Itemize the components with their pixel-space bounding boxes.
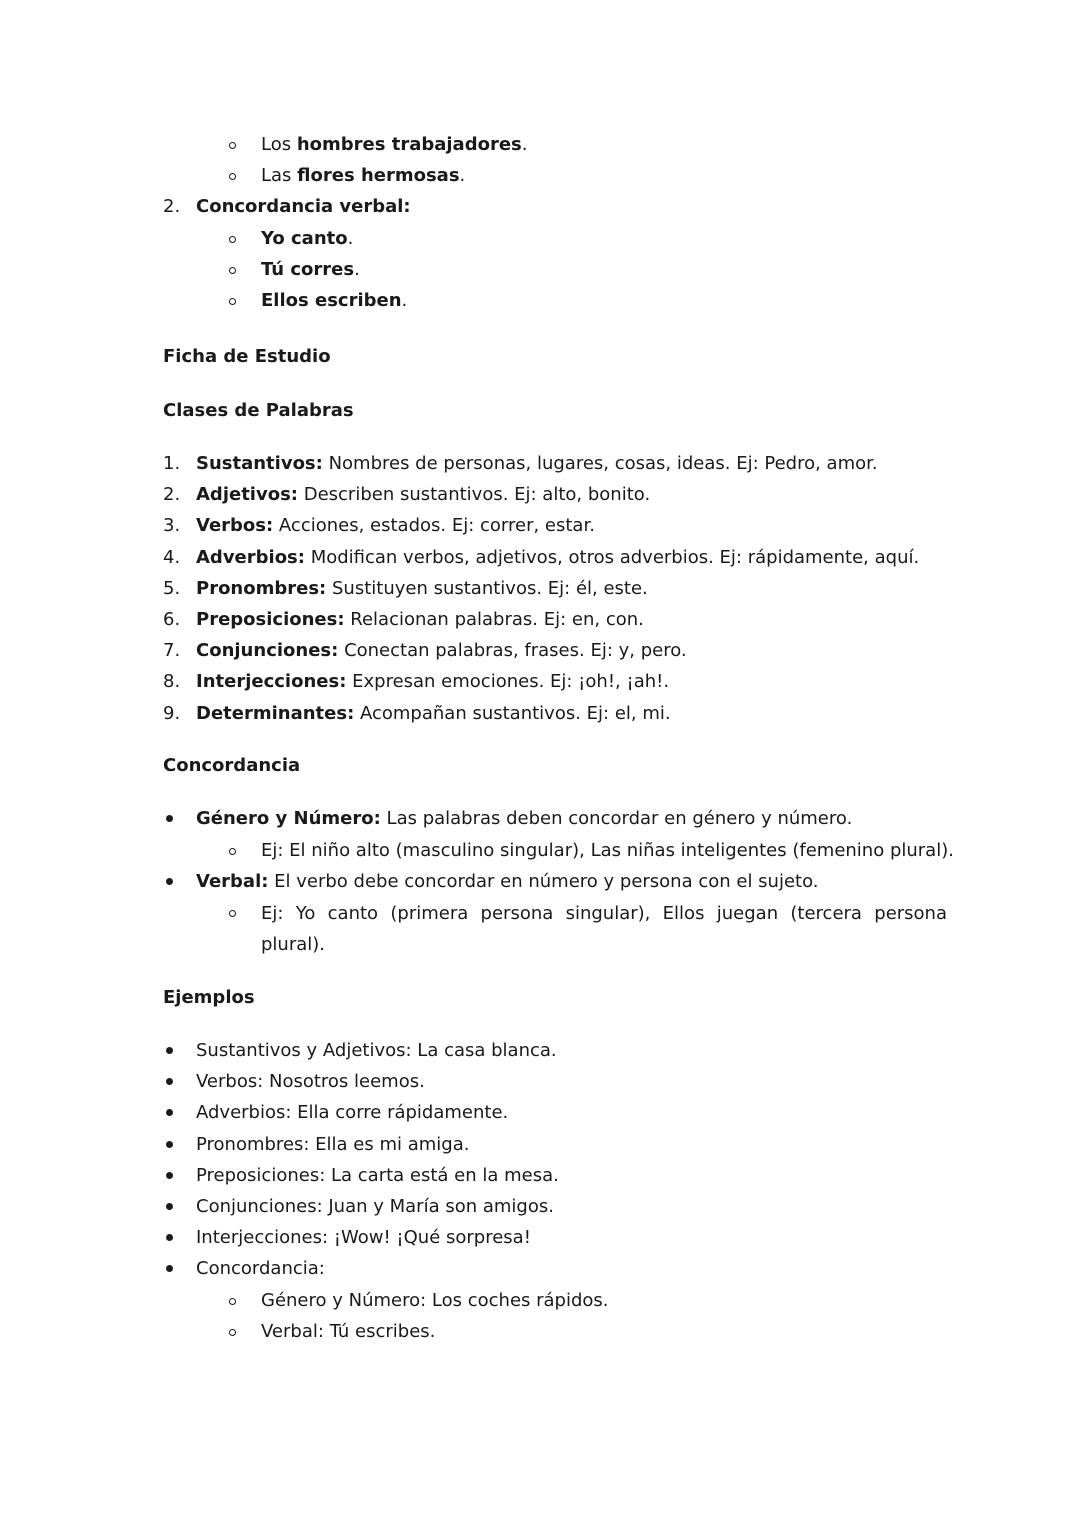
list-number: 1.	[163, 453, 181, 474]
list-item-text: Nombres de personas, lugares, cosas, ideas. Ej: Pedro, amor.	[322, 453, 878, 474]
bullet-icon	[166, 878, 173, 885]
list-item-term: Adverbios:	[196, 546, 305, 568]
list-item-verbal: Verbal: El verbo debe concordar en número y persona con el sujeto.	[196, 871, 819, 892]
list-item-text: Modifican verbos, adjetivos, otros adverbios. Ej: rápidamente, aquí.	[304, 546, 920, 568]
list-item-text: Describen sustantivos. Ej: alto, bonito.	[297, 484, 651, 506]
list-item-text: Conectan palabras, frases. Ej: y, pero.	[338, 640, 687, 662]
list-number: 2.	[163, 196, 181, 217]
list-item-genero: Género y Número: Las palabras deben concordar en género y número.	[196, 808, 853, 829]
list-item: Ellos escriben.	[261, 290, 408, 311]
list-item	[196, 484, 650, 506]
list-item-text: Acciones, estados. Ej: correr, estar.	[273, 515, 595, 537]
hollow-bullet-icon	[229, 848, 236, 855]
bullet-icon	[166, 1172, 173, 1179]
list-item-term: Verbos:	[196, 515, 274, 537]
list-item: Género y Número: Los coches rápidos.	[261, 1290, 609, 1311]
list-item	[196, 671, 669, 693]
list-item: Interjecciones: ¡Wow! ¡Qué sorpresa!	[196, 1227, 531, 1249]
bullet-icon	[166, 1203, 173, 1210]
list-item-term: Preposiciones:	[196, 609, 345, 630]
list-item: Sustantivos y Adjetivos: La casa blanca.	[196, 1040, 557, 1061]
bullet-icon	[166, 1109, 173, 1116]
bullet-icon	[166, 1078, 173, 1085]
list-item: Adverbios: Ella corre rápidamente.	[196, 1102, 509, 1124]
list-number: 8.	[163, 671, 181, 693]
list-item	[196, 547, 919, 569]
list-item-term: Sustantivos:	[196, 453, 323, 474]
hollow-bullet-icon	[229, 298, 236, 305]
list-item-term: Conjunciones:	[196, 640, 339, 662]
list-number: 2.	[163, 484, 181, 506]
list-item	[196, 640, 687, 662]
list-item: Verbal: Tú escribes.	[261, 1321, 436, 1343]
list-item-label: Concordancia verbal:	[196, 196, 411, 217]
hollow-bullet-icon	[229, 1329, 236, 1336]
list-item: Tú corres.	[261, 259, 360, 280]
list-item-verbal-example: Ej: Yo canto (primera persona singular), Ellos juegan (tercera persona plural).	[261, 903, 947, 955]
hollow-bullet-icon	[229, 910, 236, 917]
bullet-icon	[166, 815, 173, 822]
hollow-bullet-icon	[229, 267, 236, 274]
section-heading-concordancia: Concordancia	[163, 755, 301, 776]
list-number: 4.	[163, 546, 181, 568]
hollow-bullet-icon	[229, 173, 236, 180]
list-item	[196, 703, 671, 725]
list-number: 7.	[163, 640, 181, 662]
list-number: 6.	[163, 609, 181, 630]
list-item	[196, 609, 644, 631]
list-item-text: Expresan emociones. Ej: ¡oh!, ¡ah!.	[346, 671, 670, 693]
list-item: Preposiciones: La carta está en la mesa.	[196, 1164, 559, 1186]
list-item-term: Interjecciones:	[196, 671, 347, 693]
list-item: Las flores hermosas.	[261, 165, 466, 186]
page-title: Ficha de Estudio	[163, 346, 331, 367]
list-item-text: Sustituyen sustantivos. Ej: él, este.	[326, 577, 648, 599]
list-item: Conjunciones: Juan y María son amigos.	[196, 1196, 554, 1217]
list-item: Verbos: Nosotros leemos.	[196, 1071, 425, 1093]
list-item	[196, 515, 595, 537]
bullet-icon	[166, 1141, 173, 1148]
bullet-icon	[166, 1047, 173, 1054]
list-item: Yo canto.	[261, 228, 354, 249]
section-heading-clases: Clases de Palabras	[163, 400, 354, 421]
bullet-icon	[166, 1234, 173, 1241]
list-number: 5.	[163, 577, 181, 599]
list-item: Concordancia:	[196, 1258, 325, 1280]
list-item-term: Determinantes:	[196, 702, 355, 724]
list-item-text: Relacionan palabras. Ej: en, con.	[344, 609, 644, 630]
section-heading-ejemplos: Ejemplos	[163, 987, 255, 1008]
hollow-bullet-icon	[229, 142, 236, 149]
list-item: Los hombres trabajadores.	[261, 134, 528, 155]
list-item-text: Acompañan sustantivos. Ej: el, mi.	[354, 702, 671, 724]
bullet-icon	[166, 1265, 173, 1272]
list-item	[196, 578, 648, 600]
hollow-bullet-icon	[229, 1298, 236, 1305]
list-item	[196, 453, 878, 475]
list-item-term: Pronombres:	[196, 577, 327, 599]
list-number: 3.	[163, 515, 181, 537]
list-number: 9.	[163, 702, 181, 724]
list-item-term: Adjetivos:	[196, 484, 298, 506]
list-item: Pronombres: Ella es mi amiga.	[196, 1133, 470, 1155]
list-item-genero-example: Ej: El niño alto (masculino singular), Las niñas inteligentes (femenino plural).	[261, 840, 954, 861]
hollow-bullet-icon	[229, 236, 236, 243]
